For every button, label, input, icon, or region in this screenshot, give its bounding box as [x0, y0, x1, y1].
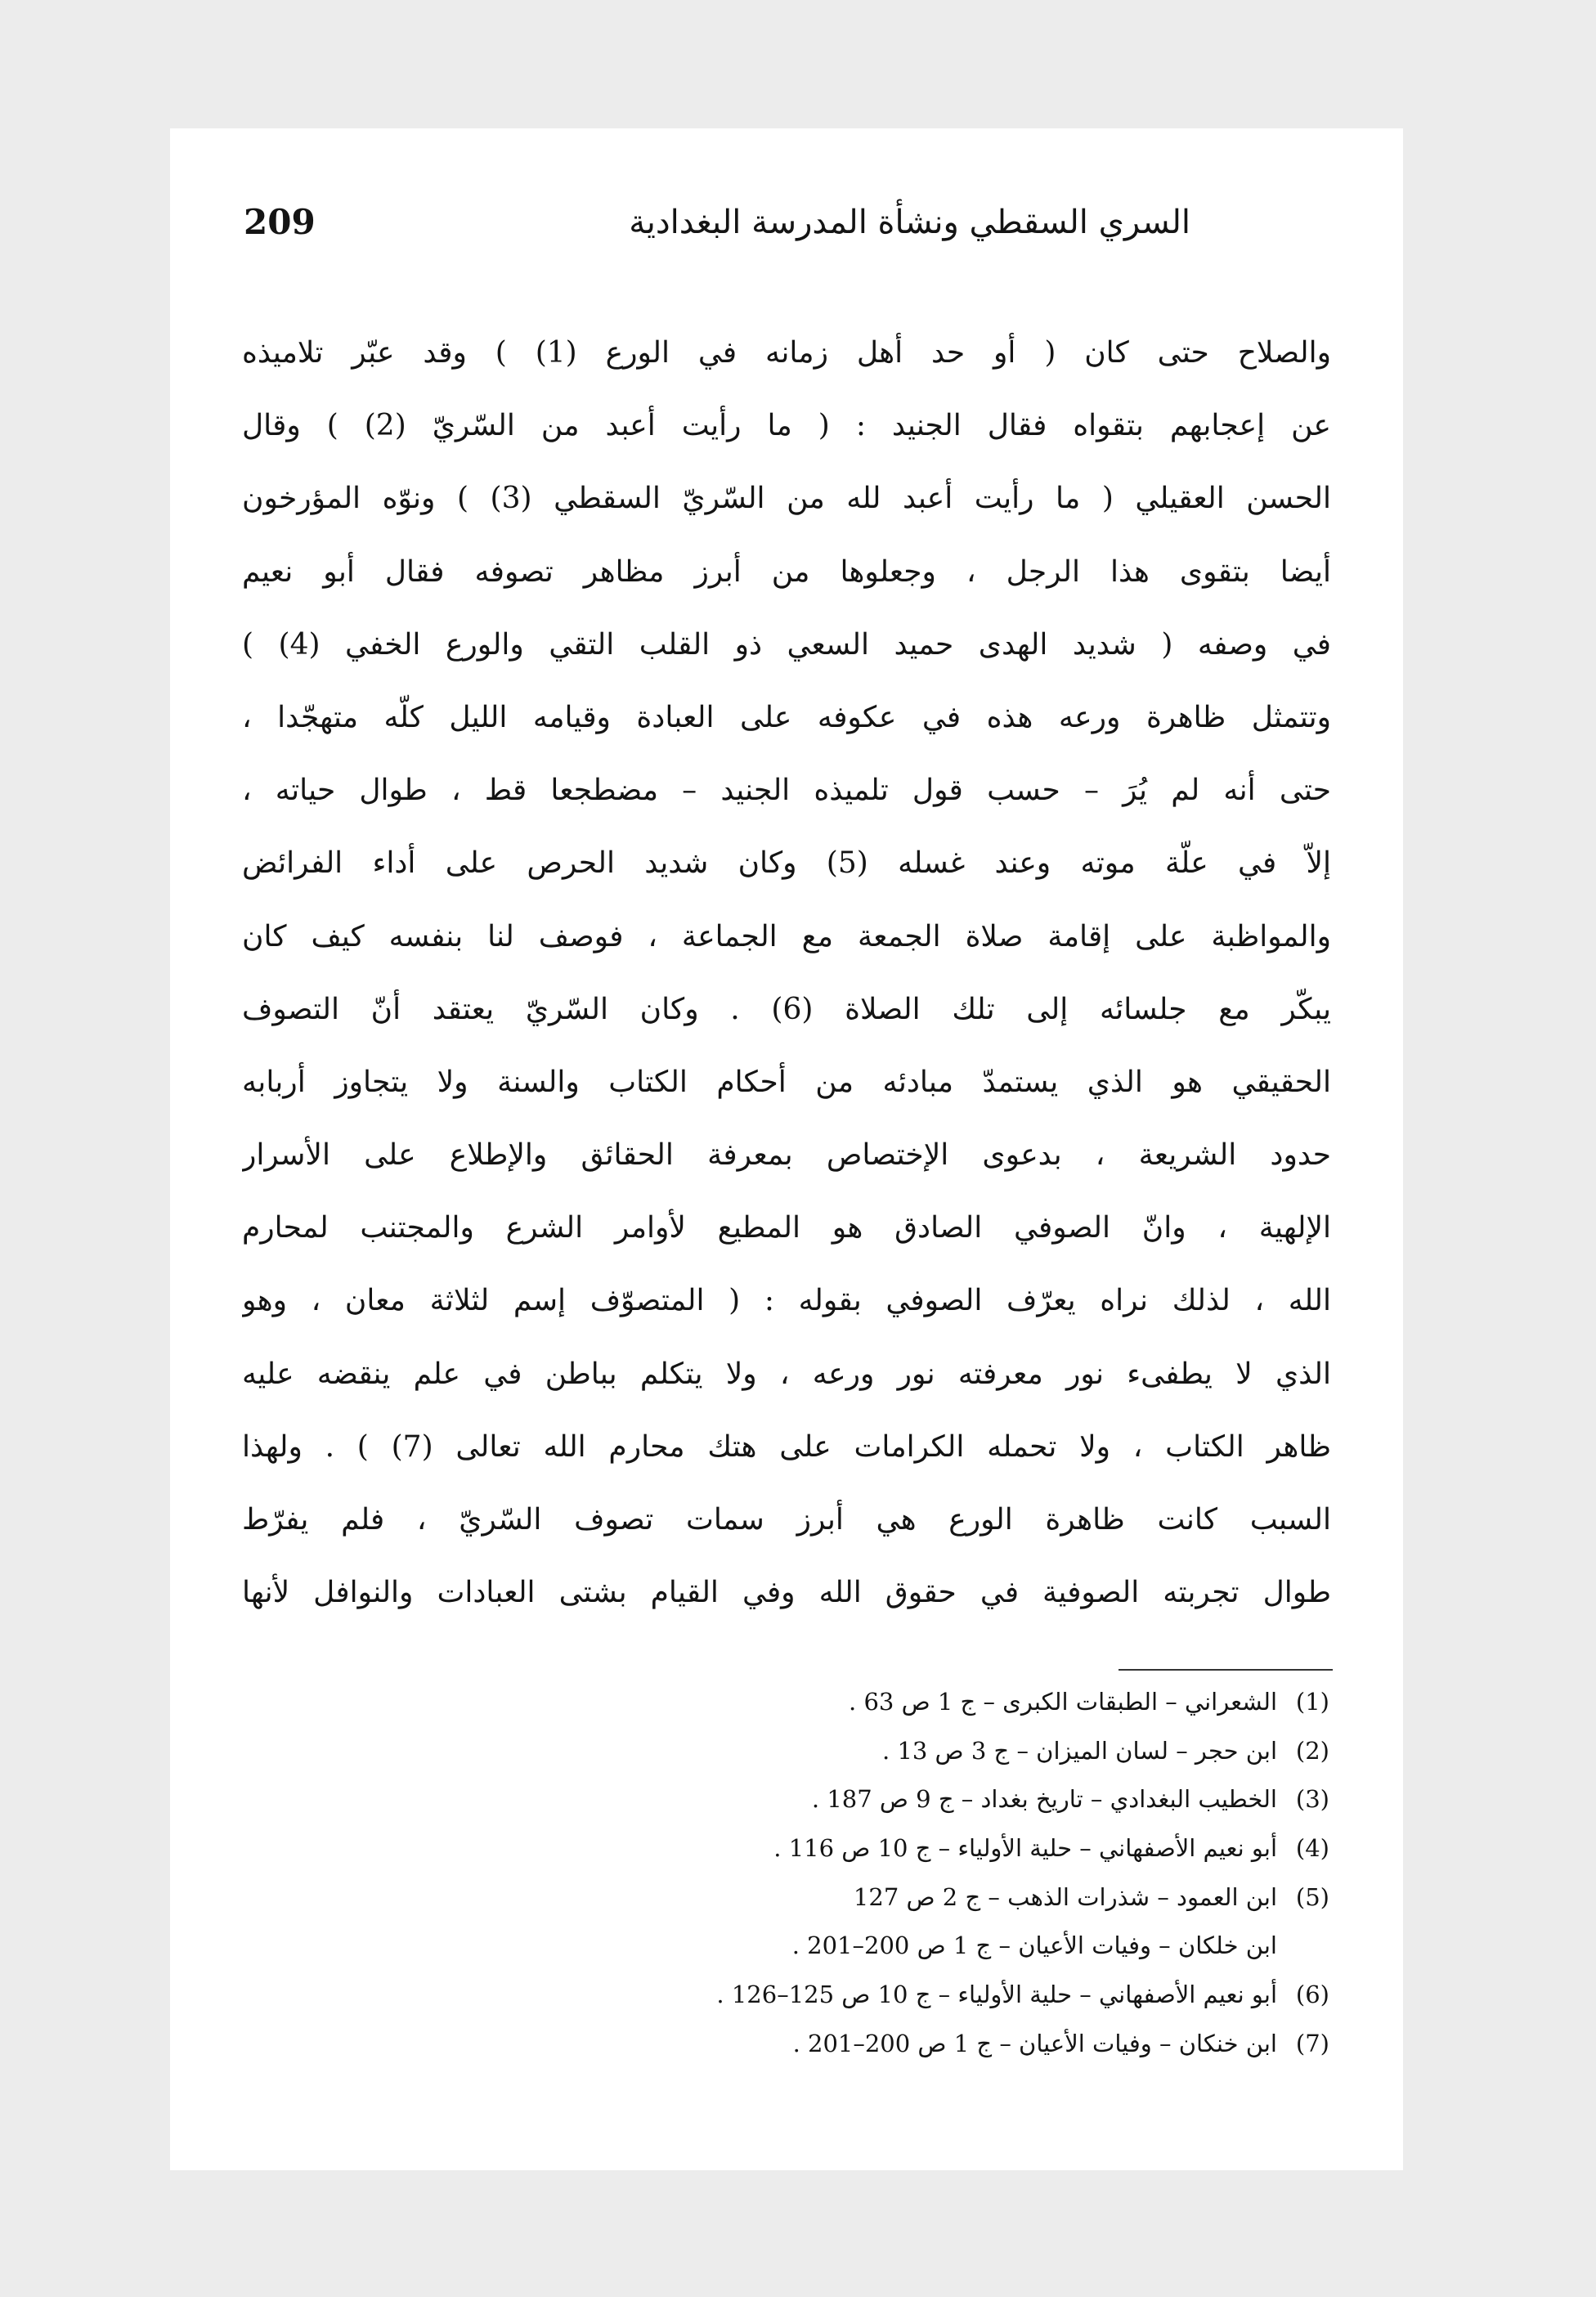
page-header — [244, 198, 1329, 255]
text-line: ظاهر الكتاب ، ولا تحمله الكرامات على هتك محارم الله تعالى (7) ) . ولهذا — [242, 1429, 1331, 1464]
footnote-number: (7) — [1295, 2029, 1329, 2057]
footnote-item — [415, 1971, 1329, 2020]
footnote-number: (1) — [1295, 1688, 1329, 1716]
footnote-text: أبو نعيم الأصفهاني – حلية الأولياء – ج 10 ص 125–126 . — [716, 1981, 1277, 2009]
text-line: الإلهية ، وانّ الصوفي الصادق هو المطيع لأوامر الشرع والمجتنب لمحارم — [242, 1211, 1331, 1245]
footnote-number: (6) — [1295, 1981, 1329, 2009]
footnote-text: ابن العمود – شذرات الذهب – ج 2 ص 127 — [853, 1882, 1277, 1911]
footnotes — [415, 1678, 1329, 2069]
footnote-item — [415, 1824, 1329, 1873]
text-line: عن إعجابهم بتقواه فقال الجنيد : ( ما رأيت أعبد من السّريّ (2) ) وقال — [242, 409, 1331, 443]
text-line: السبب كانت ظاهرة الورع هي أبرز سمات تصوف السّريّ ، فلم يفرّط — [242, 1503, 1331, 1537]
footnote-number: (5) — [1295, 1882, 1329, 1911]
footnote-divider — [1119, 1669, 1333, 1671]
footnote-text: ابن حجر – لسان الميزان – ج 3 ص 13 . — [882, 1736, 1277, 1765]
text-line: الله ، لذلك نراه يعرّف الصوفي بقوله : ( المتصوّف إسم لثلاثة معان ، وهو — [242, 1284, 1331, 1318]
footnote-number: (3) — [1295, 1785, 1329, 1814]
text-line: طوال تجربته الصوفية في حقوق الله وفي القيام بشتى العبادات والنوافل لأنها — [242, 1576, 1331, 1610]
text-line: الحقيقي هو الذي يستمدّ مبادئه من أحكام الكتاب والسنة ولا يتجاوز أربابه — [242, 1065, 1331, 1099]
footnote-item — [415, 1775, 1329, 1824]
text-line: والمواظبة على إقامة صلاة الجمعة مع الجماعة ، فوصف لنا بنفسه كيف كان — [242, 919, 1331, 953]
body-text — [242, 316, 1331, 1629]
book-page — [170, 128, 1403, 2170]
footnote-text: أبو نعيم الأصفهاني – حلية الأولياء – ج 10 ص 116 . — [773, 1834, 1277, 1863]
text-line: إلاّ في علّة موته وعند غسله (5) وكان شديد الحرص على أداء الفرائض — [242, 846, 1331, 881]
text-line: الذي لا يطفىء نور معرفته نور ورعه ، ولا يتكلم بباطن في علم ينقضه عليه — [242, 1357, 1331, 1391]
footnote-item — [415, 1727, 1329, 1776]
text-line: وتتمثل ظاهرة ورعه هذه في عكوفه على العبادة وقيامه الليل كلّه متهجّدا ، — [242, 700, 1331, 734]
footnote-item — [415, 2020, 1329, 2069]
footnote-text: الخطيب البغدادي – تاريخ بغداد – ج 9 ص 187 . — [811, 1785, 1277, 1814]
text-line: والصلاح حتى كان ( أو حد أهل زمانه في الورع (1) ) وقد عبّر تلاميذه — [242, 336, 1331, 370]
text-line: حتى أنه لم يُرَ – حسب قول تلميذه الجنيد – مضطجعا قط ، طوال حياته ، — [242, 774, 1331, 808]
footnote-item — [415, 1678, 1329, 1727]
footnote-number: (4) — [1295, 1834, 1329, 1863]
footnote-text: ابن خلكان – وفيات الأعيان – ج 1 ص 200–201 . — [791, 1931, 1277, 1960]
text-line: يبكّر مع جلسائه إلى تلك الصلاة (6) . وكان السّريّ يعتقد أنّ التصوف — [242, 992, 1331, 1026]
footnote-text: الشعراني – الطبقات الكبرى – ج 1 ص 63 . — [849, 1688, 1277, 1716]
text-line: في وصفه ( شديد الهدى حميد السعي ذو القلب التقي والورع الخفي (4) ) — [242, 627, 1331, 662]
text-line: حدود الشريعة ، بدعوى الإختصاص بمعرفة الحقائق والإطلاع على الأسرار — [242, 1138, 1331, 1173]
page-number: 209 — [244, 202, 316, 242]
footnote-item — [415, 1873, 1329, 1922]
running-title: السري السقطي ونشأة المدرسة البغدادية — [629, 204, 1190, 241]
footnote-number: (2) — [1295, 1736, 1329, 1765]
text-line: أيضا بتقوى هذا الرجل ، وجعلوها من أبرز مظاهر تصوفه فقال أبو نعيم — [242, 554, 1331, 589]
footnote-text: ابن خنكان – وفيات الأعيان – ج 1 ص 200–201 . — [792, 2029, 1277, 2057]
text-line: الحسن العقيلي ( ما رأيت أعبد لله من السّريّ السقطي (3) ) ونوّه المؤرخون — [242, 482, 1331, 516]
footnote-continuation — [415, 1922, 1329, 1971]
